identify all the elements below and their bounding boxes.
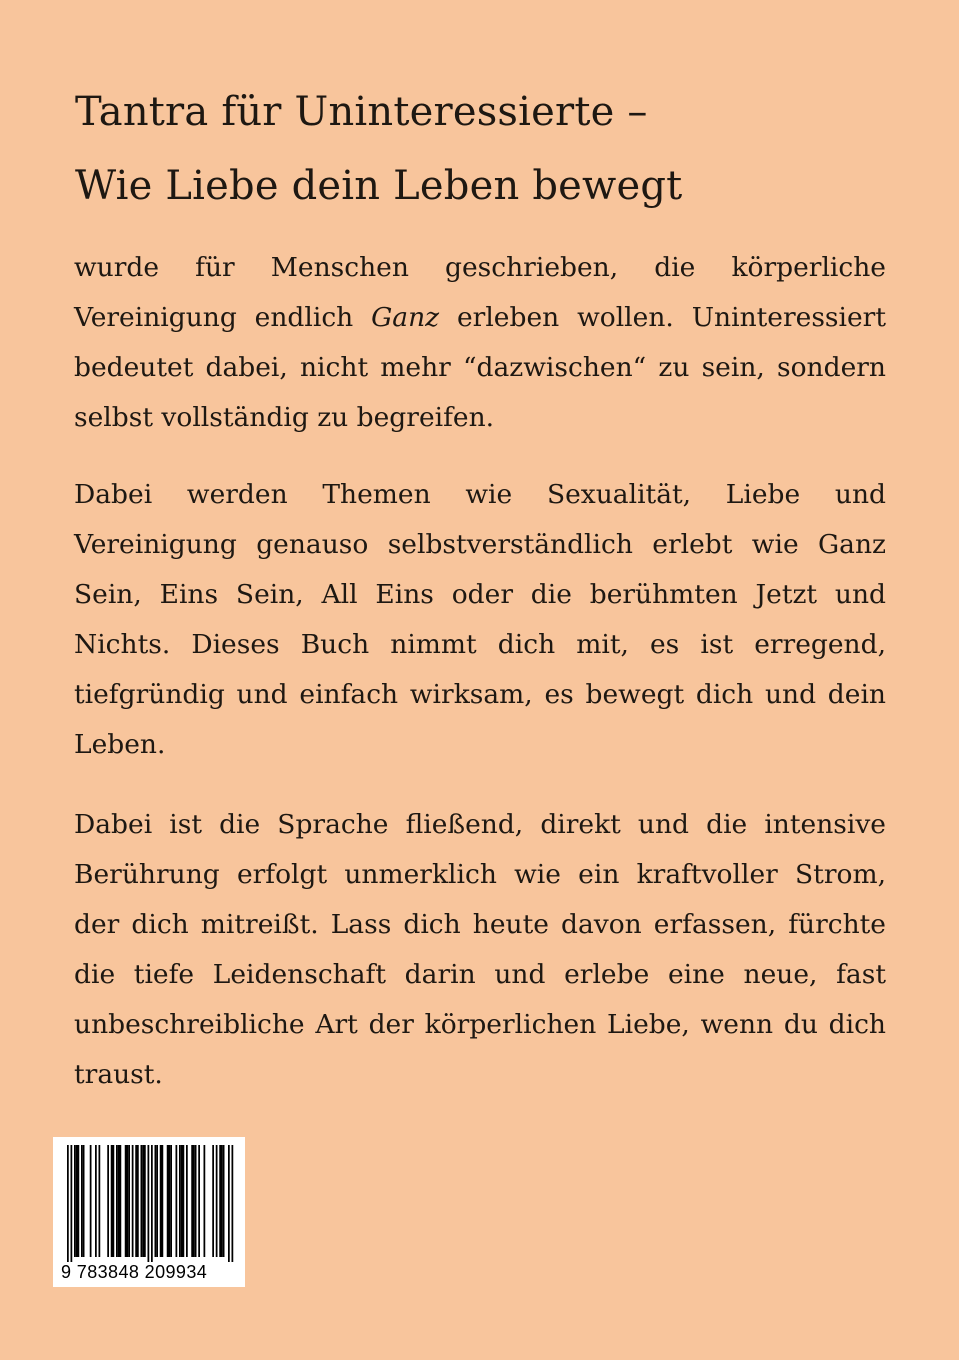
barcode-bar bbox=[99, 1145, 101, 1257]
barcode-bar bbox=[141, 1145, 143, 1257]
barcode-bar bbox=[128, 1145, 130, 1257]
title-line-1: Tantra für Uninteressierte – bbox=[75, 89, 648, 135]
barcode-bar bbox=[76, 1145, 78, 1257]
barcode-bar bbox=[156, 1145, 158, 1257]
barcode-bar bbox=[195, 1145, 197, 1257]
barcode-bar bbox=[125, 1145, 127, 1257]
barcode-bar bbox=[219, 1145, 221, 1257]
barcode-bar bbox=[137, 1145, 139, 1257]
barcode-bar bbox=[228, 1145, 230, 1262]
barcode-bar bbox=[67, 1145, 69, 1262]
barcode-bar bbox=[120, 1145, 122, 1257]
isbn-number: 9 783848 209934 bbox=[61, 1262, 208, 1282]
p1-text-end: erleben wollen. Uninteressiert bedeutet dabei, nicht mehr “dazwischen“ zu sein, sondern selbst vollständig zu begreifen. bbox=[74, 302, 886, 433]
p1-text-start: wurde für Menschen geschrieben, die körperliche Vereinigung endlich bbox=[74, 252, 886, 333]
barcode-bar bbox=[148, 1145, 150, 1262]
barcode-bar bbox=[90, 1145, 92, 1257]
barcode-bar bbox=[71, 1145, 73, 1262]
barcode-bar bbox=[212, 1145, 214, 1257]
title-line-2: Wie Liebe dein Leben bewegt bbox=[75, 163, 683, 209]
barcode-bar bbox=[179, 1145, 181, 1257]
barcode-bar bbox=[113, 1145, 115, 1257]
barcode-bar bbox=[95, 1145, 97, 1257]
barcode-bar bbox=[221, 1145, 223, 1257]
barcode-bar bbox=[204, 1145, 206, 1257]
barcode-bar bbox=[232, 1145, 234, 1262]
barcode-bar bbox=[216, 1145, 218, 1257]
barcode-bar bbox=[193, 1145, 195, 1257]
barcode-bar bbox=[81, 1145, 83, 1257]
barcode-bar bbox=[191, 1145, 193, 1257]
barcode-bar bbox=[111, 1145, 113, 1257]
barcode-bar bbox=[116, 1145, 118, 1257]
barcode-bar bbox=[176, 1145, 178, 1257]
barcode-bars bbox=[53, 1137, 245, 1262]
barcode-bar bbox=[160, 1145, 162, 1257]
barcode-bar bbox=[135, 1145, 137, 1257]
barcode-bar bbox=[183, 1145, 185, 1257]
p1-italic-word: Ganz bbox=[371, 302, 440, 333]
barcode-bar bbox=[169, 1145, 171, 1257]
barcode-bar bbox=[83, 1145, 85, 1257]
barcode-bar bbox=[127, 1145, 129, 1257]
book-title bbox=[75, 75, 895, 223]
barcode bbox=[53, 1137, 245, 1287]
barcode-bar bbox=[107, 1145, 109, 1257]
barcode-bar bbox=[78, 1145, 80, 1257]
blurb-paragraph-1 bbox=[74, 243, 886, 443]
barcode-bar bbox=[132, 1145, 134, 1257]
barcode-bar bbox=[186, 1145, 188, 1257]
blurb-paragraph-2: Dabei werden Themen wie Sexualität, Liebe und Vereinigung genauso selbstverständlich erlebt wie Ganz Sein, Eins Sein, All Eins oder die berühmten Jetzt und Nichts. Dieses Buch nimmt dich mit, es ist erregend, tiefgründig und einfach wirksam, es bewegt dich und dein Leben. bbox=[74, 479, 886, 760]
barcode-bar bbox=[167, 1145, 169, 1257]
barcode-bar bbox=[142, 1145, 144, 1257]
barcode-bar bbox=[118, 1145, 120, 1257]
barcode-bar bbox=[162, 1145, 164, 1257]
blurb-paragraph-3: Dabei ist die Sprache fließend, direkt und die intensive Berührung erfolgt unmerklich wie ein kraftvoller Strom, der dich mitreißt. Lass dich heute davon erfassen, fürchte die tiefe Leidenschaft darin und erlebe eine neue, fast unbeschreibliche Art der körperlichen Liebe, wenn du dich traust. bbox=[74, 809, 886, 1090]
barcode-bar bbox=[170, 1145, 172, 1257]
barcode-bar bbox=[181, 1145, 183, 1257]
barcode-bar bbox=[151, 1145, 153, 1262]
barcode-bar bbox=[144, 1145, 146, 1257]
barcode-bar bbox=[155, 1145, 157, 1257]
barcode-bar bbox=[223, 1145, 225, 1257]
barcode-bar bbox=[74, 1145, 76, 1257]
barcode-bar bbox=[198, 1145, 200, 1257]
